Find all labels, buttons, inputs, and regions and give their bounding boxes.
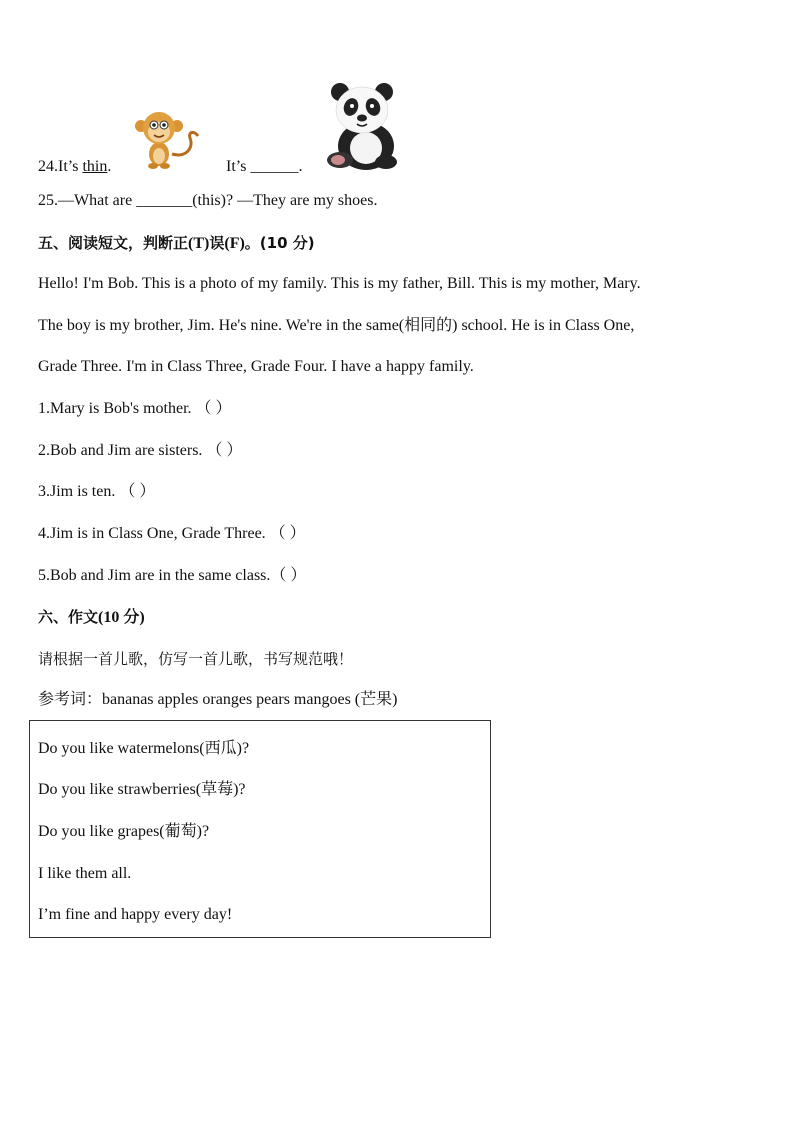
- passage-line: Hello! I'm Bob. This is a photo of my family. This is my father, Bill. This is my mother, Mary.: [38, 275, 641, 292]
- poem-line: I’m fine and happy every day!: [38, 906, 233, 923]
- section-6-title: [38, 607, 145, 628]
- section-5-title-cn2: 误: [209, 234, 225, 252]
- monkey-illustration: [128, 108, 206, 170]
- section-6-title-cn: 六、作文: [38, 608, 99, 626]
- question-item: 4.Jim is in Class One, Grade Three. （ ）: [38, 525, 306, 542]
- poem-box: [29, 720, 491, 938]
- reference-words: 参考词：bananas apples oranges pears mangoes (芒果): [38, 691, 398, 708]
- poem-line: Do you like watermelons(西瓜)?: [38, 740, 250, 757]
- writing-instruction: 请根据一首儿歌，仿写一首儿歌，书写规范哦！: [38, 650, 354, 668]
- q24-blank: ______: [250, 158, 299, 175]
- section-5-title-t: (T): [188, 235, 210, 252]
- q24-answer-prefix: It’s: [226, 158, 251, 175]
- q24-suffix: .: [107, 158, 112, 175]
- q24-answer-suffix: .: [298, 158, 303, 175]
- question-24: [38, 157, 111, 177]
- question-item: 3.Jim is ten. （ ）: [38, 483, 156, 500]
- question-item: 5.Bob and Jim are in the same class.（ ）: [38, 567, 307, 584]
- section-5-title-f: (F): [224, 235, 245, 252]
- q25-text-a: 25.—What are: [38, 192, 137, 209]
- passage-line: Grade Three. I'm in Class Three, Grade Four. I have a happy family.: [38, 358, 474, 375]
- section-5-title-cn: 五、阅读短文，判断正: [38, 234, 189, 252]
- question-item: 2.Bob and Jim are sisters. （ ）: [38, 442, 243, 459]
- question-25: [38, 191, 377, 211]
- q24-prefix: 24.It’s: [38, 158, 83, 175]
- q25-blank: _______: [136, 192, 193, 209]
- poem-line: Do you like strawberries(草莓)?: [38, 781, 246, 798]
- q24-word: thin: [82, 158, 108, 175]
- poem-line: I like them all.: [38, 865, 132, 882]
- section-5-title-tail: 。(10 分): [244, 234, 315, 252]
- q25-text-b: (this)? —They are my shoes.: [192, 192, 378, 209]
- section-5-title: [38, 233, 315, 254]
- panda-illustration: [322, 80, 404, 172]
- passage-line: The boy is my brother, Jim. He's nine. We're in the same(相同的) school. He is in Class One,: [38, 317, 635, 334]
- section-6-title-score: (10 分): [98, 609, 145, 626]
- question-item: 1.Mary is Bob's mother. （ ）: [38, 400, 232, 417]
- question-24-answer: [226, 157, 302, 177]
- poem-line: Do you like grapes(葡萄)?: [38, 823, 210, 840]
